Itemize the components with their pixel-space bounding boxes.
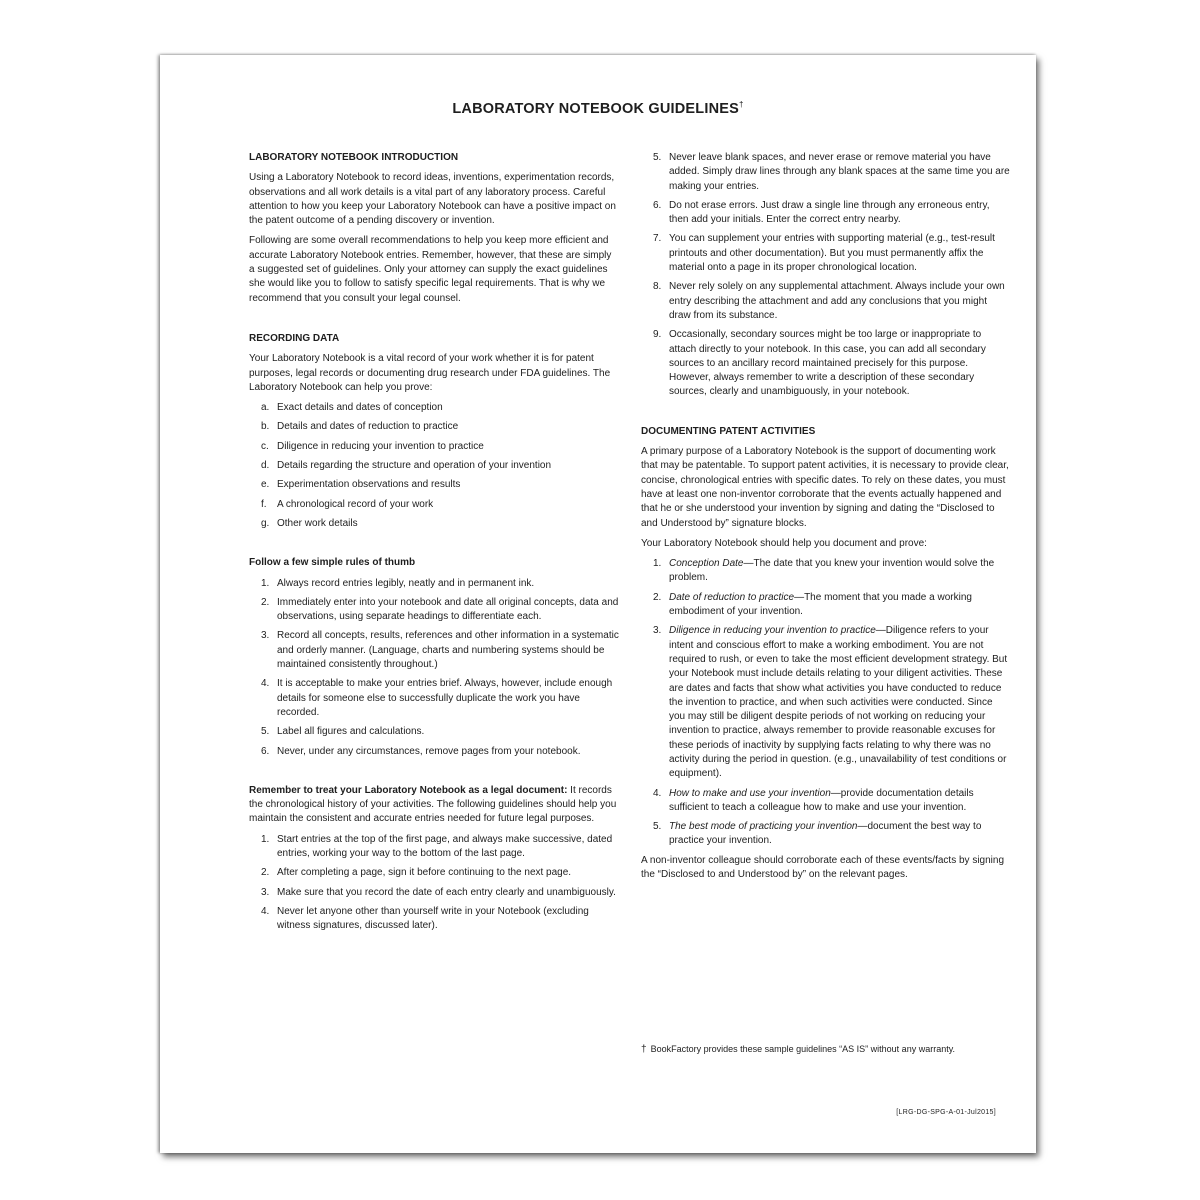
list-marker: 5. (261, 726, 270, 738)
list-marker: 2. (261, 596, 270, 608)
list-item-text: Do not erase errors. Just draw a single line through any erroneous entry, then add your initials. Enter the correct entry nearby. (669, 199, 990, 226)
list-item-text: —The date that you knew your invention would solve the problem. (669, 558, 995, 584)
legal-intro-paragraph (249, 784, 619, 827)
legal-lead-bold: Remember to treat your Laboratory Notebook as a legal document: (249, 784, 568, 796)
footnote (641, 1043, 1011, 1056)
list-item-text: Occasionally, secondary sources might be too large or inappropriate to attach directly to your notebook. In this case, you can add all secondary sources to an ancillary record maintained precisely for this purpose. However, always remember to write a description of these secondary sources, clearly and unambiguously, in your notebook. (669, 329, 986, 398)
list-item-text: A chronological record of your work (277, 498, 434, 510)
footnote-text: BookFactory provides these sample guidelines “AS IS” without any warranty. (650, 1044, 956, 1054)
list-item-text: Other work details (277, 517, 358, 529)
list-item (249, 725, 619, 739)
list-item-text: Exact details and dates of conception (277, 402, 443, 414)
intro-paragraph-2: Following are some overall recommendations to help you keep more efficient and accurate Laboratory Notebook entries. Remember, however, that these are simply a suggested set of guidelines. Only your attorney can supply the exact guidelines she would like you to follow to satisfy specific legal requirements. That is why we recommend that you consult your legal counsel. (249, 235, 612, 304)
patent-paragraph-3: A non-inventor colleague should corroborate each of these events/facts by signing the “Disclosed to and Understood by” on the relevant pages. (641, 854, 1005, 881)
list-item (249, 745, 619, 759)
list-item-text: —The moment that you made a working embodiment of your invention. (669, 591, 972, 618)
list-item (641, 820, 1011, 849)
list-item-text: Never leave blank spaces, and never erase or remove material you have added. Simply draw lines through any blank spaces at the same time you are making your entries. (669, 152, 1010, 192)
list-item (249, 677, 619, 720)
list-marker: g. (261, 517, 270, 529)
list-marker: 2. (261, 867, 270, 879)
list-item-text: Never let anyone other than yourself write in your Notebook (excluding witness signatures, discussed later). (277, 905, 589, 932)
list-item-text: Immediately enter into your notebook and date all original concepts, data and observations, using separate headings to differentiate each. (277, 596, 619, 623)
list-item-text: Details and dates of reduction to practice (277, 421, 459, 433)
recording-paragraph: Your Laboratory Notebook is a vital record of your work whether it is for patent purposes, legal records or documenting drug research under FDA guidelines. The Laboratory Notebook can help you prove: (249, 353, 611, 393)
list-marker: 6. (653, 199, 662, 211)
list-item (641, 591, 1011, 620)
list-item-text: Record all concepts, results, references and other information in a systematic and orderly manner. (Language, charts and numbering systems should be maintained consistently throughout.) (277, 630, 619, 671)
list-marker: 1. (261, 833, 270, 845)
list-item-term: Diligence in reducing your invention to practice (669, 625, 876, 637)
recording-list (249, 401, 619, 531)
list-item (641, 328, 1011, 399)
list-item (249, 629, 619, 672)
patent-heading: DOCUMENTING PATENT ACTIVITIES (641, 425, 816, 437)
list-item (641, 199, 1011, 228)
legal-list (249, 833, 619, 934)
list-item (249, 866, 619, 880)
list-item-text: Start entries at the top of the first page, and always make successive, dated entries, working your way to the bottom of the last page. (277, 833, 613, 859)
page-title-text: LABORATORY NOTEBOOK GUIDELINES (452, 100, 739, 117)
list-marker: 4. (261, 905, 270, 917)
list-marker: 3. (261, 886, 270, 898)
list-item (249, 833, 619, 862)
section-gap (249, 312, 619, 332)
list-item (249, 517, 619, 531)
list-item-text: Never, under any circumstances, remove pages from your notebook. (277, 745, 581, 757)
list-item (249, 478, 619, 492)
patent-paragraph-1: A primary purpose of a Laboratory Notebook is the support of documenting work that may be patentable. To support patent activities, it is necessary to provide clear, concise, chronological entries with specific dates. To rely on these dates, you must have at least one non-inventor corroborate that the events actually happened and that he or she understood your invention by signing and dating the “Disclosed to and Understood by” signature blocks. (641, 446, 1009, 529)
list-item-term: How to make and use your invention (669, 787, 831, 799)
list-marker: 3. (261, 630, 270, 642)
list-item-text: It is acceptable to make your entries brief. Always, however, include enough details for someone else to successfully duplicate the work you have recorded. (277, 678, 613, 718)
footnote-dagger: † (641, 1044, 647, 1055)
list-item-text: —document the best way to practice your invention. (669, 821, 982, 847)
legal-lead-rest: It records the chronological history of your activities. The following guidelines should help you maintain the consistent and accurate entries needed for future legal purposes. (249, 784, 617, 825)
list-marker: 4. (261, 678, 270, 690)
rules-heading: Follow a few simple rules of thumb (249, 557, 416, 569)
list-item-text: Never rely solely on any supplemental attachment. Always include your own entry describing the attachment and add any conclusions that you might draw from its substance. (669, 281, 1005, 321)
list-item (249, 886, 619, 900)
list-marker: 2. (653, 591, 662, 603)
list-marker: 9. (653, 329, 662, 341)
section-gap (249, 536, 619, 556)
list-item-text: Diligence in reducing your invention to practice (277, 440, 484, 452)
list-item (249, 459, 619, 473)
list-item-text: You can supplement your entries with supporting material (e.g., test-result printouts and other documentation). But you must permanently affix the material onto a page in its proper chronological location. (669, 233, 995, 274)
list-item-text: —Diligence refers to your intent and conscious effort to make a working embodiment. You are not required to rush, or even to take the most efficient development strategy. But your Notebook must include details relating to your diligent activities. These are dates and facts that show what activities you have conducted to reduce the invention to practice, and when such activities were conducted. Since you may still be diligent despite periods of not working on reducing your invention to practice, always remember to provide reasonable excuses for these periods of inactivity by supplying facts relating to why there was no activity during the period in question. (e.g., unavailability of test conditions or equipment). (669, 625, 1008, 780)
list-marker: 1. (261, 577, 270, 589)
list-item (249, 420, 619, 434)
section-gap (641, 405, 1011, 425)
list-item-term: The best mode of practicing your invention (669, 821, 858, 833)
document-sheet (160, 55, 1036, 1153)
list-marker: b. (261, 421, 270, 433)
list-marker: c. (261, 440, 269, 452)
list-item-term: Date of reduction to practice (669, 591, 795, 603)
intro-paragraph-1: Using a Laboratory Notebook to record ideas, inventions, experimentation records, observations and all work details is a vital part of any laboratory process. Careful attention to how you keep your Laboratory Notebook can have a positive impact on the patent outcome of a pending discovery or invention. (249, 172, 616, 227)
list-item (249, 596, 619, 625)
page-title (160, 100, 1036, 117)
rules-list (249, 577, 619, 759)
list-item (641, 624, 1011, 781)
title-dagger: † (738, 100, 744, 109)
list-marker: 6. (261, 745, 270, 757)
list-item (249, 440, 619, 454)
list-item (641, 151, 1011, 194)
list-marker: 5. (653, 152, 662, 163)
list-item-text: —provide documentation details sufficient to teach a colleague how to make and use your invention. (669, 787, 974, 813)
list-item-text: Experimentation observations and results (277, 479, 461, 491)
list-item (641, 787, 1011, 816)
left-column (249, 151, 619, 938)
list-item-text: After completing a page, sign it before continuing to the next page. (277, 867, 572, 879)
list-item-text: Always record entries legibly, neatly and in permanent ink. (277, 577, 535, 589)
list-item (249, 577, 619, 591)
list-marker: a. (261, 402, 270, 414)
list-item-text: Label all figures and calculations. (277, 726, 425, 738)
intro-heading: LABORATORY NOTEBOOK INTRODUCTION (249, 152, 459, 163)
list-item (249, 498, 619, 512)
list-item-term: Conception Date (669, 558, 744, 570)
list-marker: 4. (653, 787, 662, 799)
legal-list-continued (641, 151, 1011, 400)
list-marker: 5. (653, 821, 662, 833)
list-item (249, 905, 619, 934)
list-item-text: Details regarding the structure and operation of your invention (277, 460, 552, 472)
list-marker: d. (261, 460, 270, 472)
recording-heading: RECORDING DATA (249, 332, 340, 344)
document-code: [LRG-DG-SPG-A-01-Jul2015] (896, 1109, 996, 1116)
list-item-text: Make sure that you record the date of each entry clearly and unambiguously. (277, 886, 616, 898)
list-marker: 3. (653, 625, 662, 637)
patent-list (641, 557, 1011, 849)
list-item (249, 401, 619, 415)
list-item (641, 557, 1011, 586)
list-marker: 8. (653, 281, 662, 293)
list-marker: 1. (653, 558, 662, 570)
list-marker: f. (261, 498, 267, 510)
section-gap (249, 764, 619, 784)
list-item (641, 232, 1011, 275)
patent-paragraph-2: Your Laboratory Notebook should help you document and prove: (641, 537, 927, 549)
list-marker: e. (261, 479, 270, 491)
right-column (641, 151, 1011, 888)
list-item (641, 280, 1011, 323)
list-marker: 7. (653, 233, 662, 245)
